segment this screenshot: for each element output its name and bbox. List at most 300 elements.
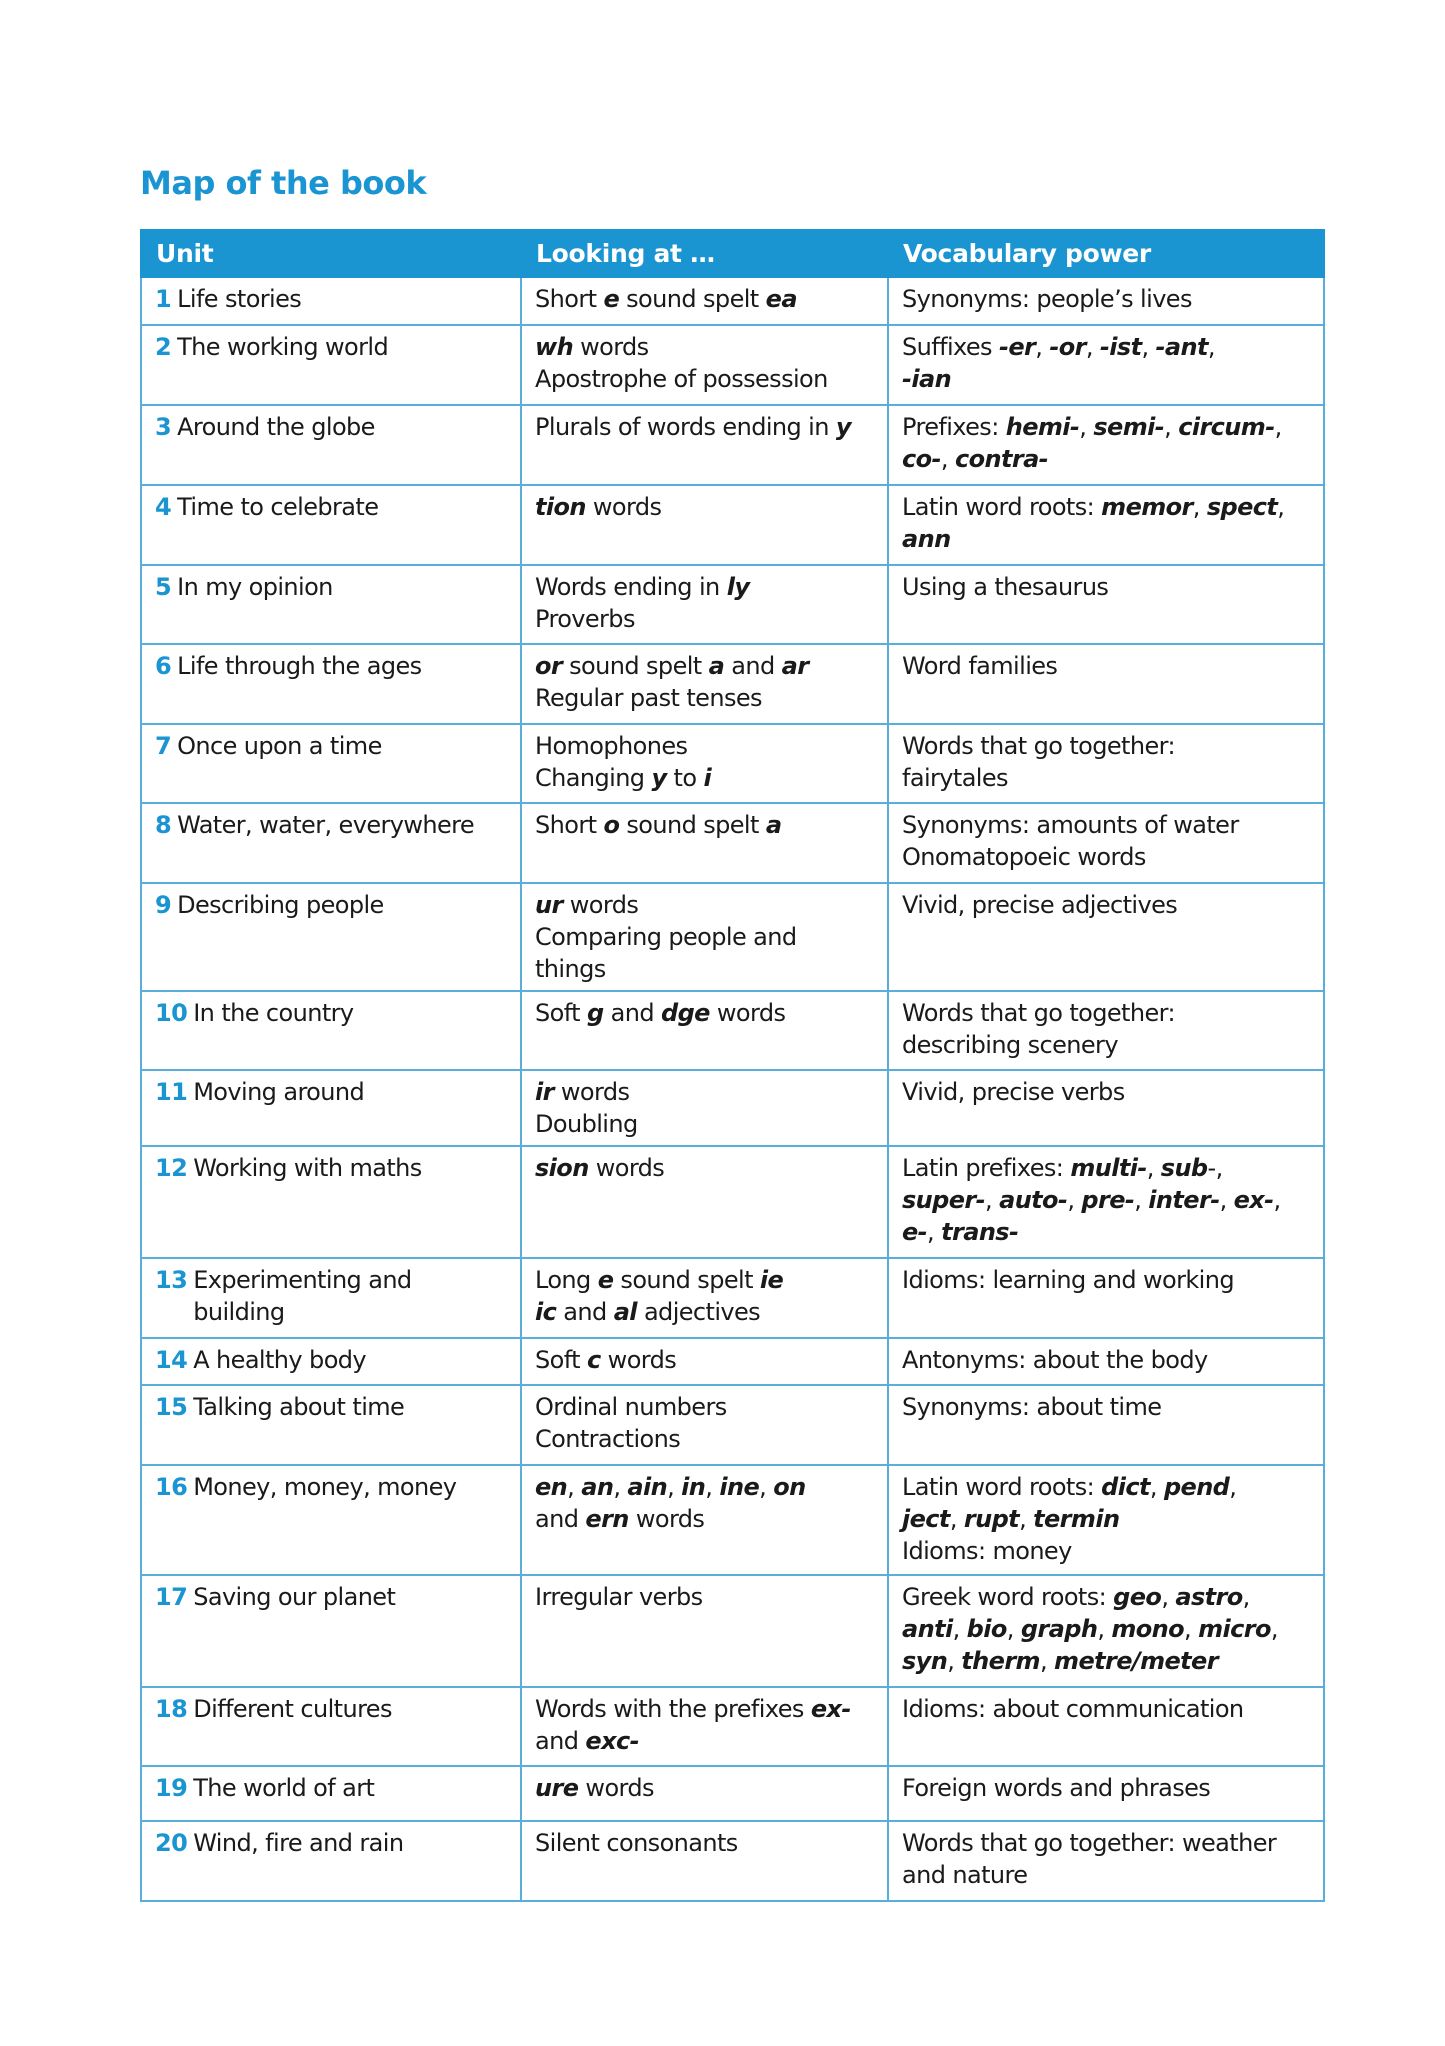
text-segment: Words that go together: — [902, 732, 1175, 760]
vocabulary-power-cell — [888, 1070, 1324, 1146]
text-segment: , — [1192, 493, 1207, 521]
key-term: syn — [902, 1647, 948, 1675]
vocabulary-power-cell — [888, 1821, 1324, 1901]
text-segment: Idioms: learning and working — [902, 1266, 1234, 1294]
text-segment: Words with the prefixes — [535, 1695, 811, 1723]
cell-line — [902, 1216, 1310, 1248]
unit-number: 18 — [155, 1695, 188, 1723]
cell-line — [535, 1264, 874, 1296]
key-term: in — [681, 1473, 706, 1501]
cell-line — [535, 1391, 874, 1423]
text-segment: , — [1039, 1647, 1055, 1675]
key-term: a — [708, 652, 725, 680]
text-segment: and — [535, 1727, 586, 1755]
key-term: ur — [535, 891, 563, 919]
text-segment: words — [600, 1346, 677, 1374]
vocabulary-power-cell — [888, 724, 1324, 803]
table-row — [141, 803, 1324, 883]
text-segment: Irregular verbs — [535, 1583, 703, 1611]
table-row — [141, 1766, 1324, 1821]
text-segment: Ordinal numbers — [535, 1393, 727, 1421]
key-term: ann — [902, 525, 951, 553]
vocabulary-power-cell — [888, 1465, 1324, 1575]
unit-title: Once upon a time — [177, 732, 382, 760]
table-row — [141, 1575, 1324, 1687]
cell-line — [535, 1296, 874, 1328]
vocabulary-power-cell — [888, 1385, 1324, 1465]
text-segment: , — [1184, 1615, 1199, 1643]
key-term: an — [581, 1473, 614, 1501]
key-term: co- — [902, 445, 941, 473]
cell-line — [902, 1029, 1310, 1061]
text-segment: , — [705, 1473, 720, 1501]
cell-line — [535, 1471, 874, 1503]
text-segment: Word families — [902, 652, 1058, 680]
cell-line — [535, 283, 874, 315]
key-term: pend — [1163, 1473, 1230, 1501]
text-segment: Latin prefixes: — [902, 1154, 1071, 1182]
text-segment: fairytales — [902, 764, 1008, 792]
table-body — [141, 277, 1324, 1901]
key-term: ject — [902, 1505, 950, 1533]
text-segment: to — [666, 764, 704, 792]
text-segment: , — [1079, 413, 1094, 441]
table-row — [141, 1146, 1324, 1258]
cell-line — [535, 921, 874, 953]
key-term: or — [535, 652, 563, 680]
text-segment: Idioms: money — [902, 1537, 1072, 1565]
text-segment: , — [1161, 1583, 1176, 1611]
key-term: circum- — [1178, 413, 1275, 441]
looking-at-cell — [521, 1766, 888, 1821]
text-segment: Onomatopoeic words — [902, 843, 1146, 871]
key-term: wh — [535, 333, 574, 361]
unit-number: 17 — [155, 1583, 188, 1611]
cell-line — [902, 1645, 1310, 1677]
key-term: super- — [902, 1186, 986, 1214]
key-term: graph — [1020, 1615, 1098, 1643]
unit-number: 14 — [155, 1346, 188, 1374]
text-segment: , — [1242, 1583, 1250, 1611]
unit-cell-content — [155, 331, 507, 363]
looking-at-cell — [521, 1821, 888, 1901]
text-segment: Long — [535, 1266, 598, 1294]
vocabulary-power-cell — [888, 644, 1324, 724]
cell-line — [535, 331, 874, 363]
text-segment: words — [709, 999, 786, 1027]
text-segment: words — [585, 493, 662, 521]
table-header-row — [141, 230, 1324, 277]
cell-line — [902, 1152, 1310, 1184]
text-segment: Greek word roots: — [902, 1583, 1114, 1611]
unit-cell-content — [155, 571, 507, 603]
cell-line — [902, 889, 1310, 921]
unit-number: 13 — [155, 1266, 188, 1294]
text-segment: Apostrophe of possession — [535, 365, 828, 393]
table-row — [141, 1821, 1324, 1901]
text-segment: Latin word roots: — [902, 493, 1102, 521]
key-term: ain — [627, 1473, 668, 1501]
text-segment: , — [1273, 1186, 1281, 1214]
unit-title: Saving our planet — [193, 1583, 396, 1611]
unit-number: 19 — [155, 1774, 188, 1802]
vocabulary-power-cell — [888, 991, 1324, 1070]
key-term: -ant — [1155, 333, 1208, 361]
cell-line — [902, 363, 1310, 395]
key-term: -ian — [902, 365, 952, 393]
key-term: micro — [1198, 1615, 1271, 1643]
looking-at-cell — [521, 1146, 888, 1258]
key-term: ex- — [810, 1695, 851, 1723]
vocabulary-power-cell — [888, 1766, 1324, 1821]
unit-cell — [141, 325, 521, 405]
vocabulary-power-cell — [888, 277, 1324, 325]
table-row — [141, 1338, 1324, 1385]
unit-cell — [141, 1146, 521, 1258]
unit-title: The world of art — [193, 1774, 375, 1802]
unit-title: In the country — [193, 999, 354, 1027]
unit-cell-content — [155, 1772, 507, 1804]
key-term: g — [587, 999, 604, 1027]
text-segment: describing scenery — [902, 1031, 1118, 1059]
key-term: hemi- — [1005, 413, 1080, 441]
key-term: sion — [535, 1154, 589, 1182]
unit-title: Life through the ages — [177, 652, 422, 680]
cell-line — [535, 363, 874, 395]
looking-at-cell — [521, 1385, 888, 1465]
text-segment: , — [1219, 1186, 1234, 1214]
key-term: on — [773, 1473, 806, 1501]
key-term: e — [603, 285, 620, 313]
text-segment: , — [613, 1473, 628, 1501]
unit-cell — [141, 883, 521, 991]
text-segment: Homophones — [535, 732, 688, 760]
key-term: o — [603, 811, 620, 839]
text-segment: Soft — [535, 1346, 587, 1374]
cell-line — [535, 809, 874, 841]
cell-line — [535, 1423, 874, 1455]
text-segment: Synonyms: about time — [902, 1393, 1162, 1421]
unit-cell — [141, 277, 521, 325]
unit-number: 2 — [155, 333, 172, 361]
unit-cell-content — [155, 1471, 507, 1503]
key-term: ern — [585, 1505, 629, 1533]
text-segment: adjectives — [636, 1298, 761, 1326]
text-segment: , — [1164, 413, 1179, 441]
table-row — [141, 883, 1324, 991]
text-segment: Antonyms: about the body — [902, 1346, 1208, 1374]
cell-line — [902, 1581, 1310, 1613]
cell-line — [902, 1827, 1310, 1859]
key-term: exc- — [585, 1727, 639, 1755]
table-row — [141, 485, 1324, 565]
key-term: memor — [1101, 493, 1193, 521]
table-row — [141, 565, 1324, 644]
looking-at-cell — [521, 991, 888, 1070]
cell-line — [902, 809, 1310, 841]
key-term: c — [587, 1346, 601, 1374]
vocabulary-power-cell — [888, 405, 1324, 485]
unit-cell-content — [155, 283, 507, 315]
key-term: bio — [966, 1615, 1007, 1643]
text-segment: and nature — [902, 1861, 1028, 1889]
looking-at-cell — [521, 1258, 888, 1338]
key-term: ly — [726, 573, 750, 601]
text-segment: words — [562, 891, 639, 919]
text-segment: Changing — [535, 764, 652, 792]
unit-number: 7 — [155, 732, 172, 760]
cell-line — [902, 571, 1310, 603]
text-segment: , — [1134, 1186, 1149, 1214]
cell-line — [535, 889, 874, 921]
text-segment: Vivid, precise verbs — [902, 1078, 1125, 1106]
unit-title: Working with maths — [193, 1154, 422, 1182]
looking-at-cell — [521, 644, 888, 724]
vocabulary-power-cell — [888, 1258, 1324, 1338]
unit-number: 9 — [155, 891, 172, 919]
key-term: y — [835, 413, 851, 441]
text-segment: and — [556, 1298, 614, 1326]
key-term: multi- — [1070, 1154, 1147, 1182]
text-segment: , — [1277, 493, 1285, 521]
looking-at-cell — [521, 803, 888, 883]
text-segment: Words ending in — [535, 573, 727, 601]
key-term: ex- — [1233, 1186, 1274, 1214]
cell-line — [535, 1772, 874, 1804]
unit-title: Life stories — [177, 285, 302, 313]
unit-title: A healthy body — [193, 1346, 367, 1374]
key-term: i — [703, 764, 712, 792]
text-segment: , — [985, 1186, 1000, 1214]
column-header-looking-at: Looking at … — [521, 230, 888, 277]
text-segment: , — [1035, 333, 1050, 361]
cell-line — [902, 1184, 1310, 1216]
text-segment: words — [628, 1505, 705, 1533]
text-segment: Foreign words and phrases — [902, 1774, 1211, 1802]
looking-at-cell — [521, 1687, 888, 1766]
key-term: ir — [535, 1078, 554, 1106]
table-row — [141, 325, 1324, 405]
unit-cell — [141, 1258, 521, 1338]
table-row — [141, 1258, 1324, 1338]
unit-cell — [141, 1821, 521, 1901]
key-term: rupt — [963, 1505, 1020, 1533]
vocabulary-power-cell — [888, 803, 1324, 883]
key-term: trans- — [941, 1218, 1019, 1246]
table-row — [141, 1687, 1324, 1766]
text-segment: and — [724, 652, 782, 680]
text-segment: things — [535, 955, 606, 983]
text-segment: sound spelt — [613, 1266, 760, 1294]
cell-line — [902, 762, 1310, 794]
text-segment: sound spelt — [619, 811, 766, 839]
cell-line — [535, 603, 874, 635]
unit-title: Talking about time — [193, 1393, 405, 1421]
vocabulary-power-cell — [888, 325, 1324, 405]
text-segment: and — [535, 1505, 586, 1533]
cell-line — [535, 491, 874, 523]
unit-number: 8 — [155, 811, 172, 839]
key-term: ic — [535, 1298, 557, 1326]
cell-line — [535, 730, 874, 762]
text-segment: Soft — [535, 999, 587, 1027]
cell-line — [535, 571, 874, 603]
key-term: spect — [1206, 493, 1278, 521]
vocabulary-power-cell — [888, 1338, 1324, 1385]
cell-line — [535, 953, 874, 985]
text-segment: Latin word roots: — [902, 1473, 1102, 1501]
key-term: tion — [535, 493, 586, 521]
unit-cell-content — [155, 1391, 507, 1423]
text-segment: Plurals of words ending in — [535, 413, 836, 441]
cell-line — [535, 650, 874, 682]
vocabulary-power-cell — [888, 1146, 1324, 1258]
unit-number: 3 — [155, 413, 172, 441]
cell-line — [535, 1693, 874, 1725]
key-term: inter- — [1148, 1186, 1220, 1214]
key-term: e — [597, 1266, 614, 1294]
unit-cell — [141, 565, 521, 644]
unit-number: 5 — [155, 573, 172, 601]
cell-line — [535, 1503, 874, 1535]
text-segment: words — [553, 1078, 630, 1106]
cell-line — [902, 491, 1310, 523]
text-segment: and — [603, 999, 662, 1027]
cell-line — [902, 1693, 1310, 1725]
looking-at-cell — [521, 1070, 888, 1146]
text-segment: , — [1006, 1615, 1021, 1643]
looking-at-cell — [521, 325, 888, 405]
key-term: dge — [661, 999, 710, 1027]
text-segment: sound spelt — [562, 652, 709, 680]
cell-line — [902, 331, 1310, 363]
text-segment: Synonyms: people’s lives — [902, 285, 1192, 313]
column-header-unit: Unit — [141, 230, 521, 277]
cell-line — [902, 1535, 1310, 1567]
cell-line — [902, 1503, 1310, 1535]
text-segment: -, — [1207, 1154, 1223, 1182]
unit-number: 12 — [155, 1154, 188, 1182]
unit-cell — [141, 803, 521, 883]
looking-at-cell — [521, 883, 888, 991]
cell-line — [902, 650, 1310, 682]
unit-cell-content — [155, 1264, 507, 1328]
table-row — [141, 1070, 1324, 1146]
unit-cell — [141, 724, 521, 803]
key-term: ar — [781, 652, 809, 680]
text-segment: , — [947, 1647, 962, 1675]
text-segment: Comparing people and — [535, 923, 797, 951]
text-segment: Words that go together: weather — [902, 1829, 1277, 1857]
unit-title: Around the globe — [177, 413, 375, 441]
looking-at-cell — [521, 485, 888, 565]
cell-line — [902, 1471, 1310, 1503]
text-segment: , — [1146, 1154, 1161, 1182]
table-row — [141, 405, 1324, 485]
looking-at-cell — [521, 405, 888, 485]
key-term: ine — [719, 1473, 760, 1501]
unit-cell-content — [155, 650, 507, 682]
cell-line — [535, 1725, 874, 1757]
key-term: -or — [1049, 333, 1086, 361]
vocabulary-power-cell — [888, 1575, 1324, 1687]
text-segment: , — [1274, 413, 1282, 441]
text-segment: , — [1085, 333, 1100, 361]
unit-cell-content — [155, 1344, 507, 1376]
unit-title: Experimenting and building — [193, 1266, 412, 1326]
unit-cell — [141, 1575, 521, 1687]
cell-line — [535, 1076, 874, 1108]
unit-cell — [141, 991, 521, 1070]
text-segment: Prefixes: — [902, 413, 1006, 441]
cell-line — [902, 1772, 1310, 1804]
unit-number: 1 — [155, 285, 172, 313]
unit-cell-content — [155, 411, 507, 443]
cell-line — [902, 523, 1310, 555]
cell-line — [902, 1076, 1310, 1108]
unit-title: Describing people — [177, 891, 384, 919]
page-title: Map of the book — [140, 164, 427, 202]
vocabulary-power-cell — [888, 883, 1324, 991]
unit-number: 10 — [155, 999, 188, 1027]
key-term: metre/meter — [1054, 1647, 1218, 1675]
unit-cell — [141, 1687, 521, 1766]
unit-cell-content — [155, 1076, 507, 1108]
key-term: en — [535, 1473, 568, 1501]
key-term: astro — [1175, 1583, 1243, 1611]
cell-line — [902, 443, 1310, 475]
text-segment: words — [573, 333, 649, 361]
looking-at-cell — [521, 1575, 888, 1687]
cell-line — [902, 1859, 1310, 1891]
text-segment: , — [1141, 333, 1156, 361]
text-segment: , — [1270, 1615, 1278, 1643]
cell-line — [535, 411, 874, 443]
unit-cell — [141, 644, 521, 724]
unit-number: 4 — [155, 493, 172, 521]
cell-line — [902, 1613, 1310, 1645]
text-segment: , — [952, 1615, 967, 1643]
text-segment: Regular past tenses — [535, 684, 762, 712]
key-term: sub — [1160, 1154, 1208, 1182]
key-term: contra- — [954, 445, 1049, 473]
text-segment: words — [578, 1774, 654, 1802]
unit-cell-content — [155, 809, 507, 841]
text-segment: , — [1229, 1473, 1237, 1501]
looking-at-cell — [521, 565, 888, 644]
unit-cell — [141, 1766, 521, 1821]
text-segment: Short — [535, 285, 604, 313]
table-row — [141, 724, 1324, 803]
unit-title: Wind, fire and rain — [193, 1829, 404, 1857]
looking-at-cell — [521, 1465, 888, 1575]
key-term: y — [651, 764, 667, 792]
text-segment: , — [927, 1218, 942, 1246]
key-term: anti — [902, 1615, 953, 1643]
unit-cell-content — [155, 997, 507, 1029]
unit-cell — [141, 1338, 521, 1385]
text-segment: Doubling — [535, 1110, 638, 1138]
vocabulary-power-cell — [888, 1687, 1324, 1766]
text-segment: Short — [535, 811, 604, 839]
text-segment: Contractions — [535, 1425, 681, 1453]
cell-line — [535, 1152, 874, 1184]
unit-cell — [141, 485, 521, 565]
vocabulary-power-cell — [888, 565, 1324, 644]
cell-line — [535, 1108, 874, 1140]
vocabulary-power-cell — [888, 485, 1324, 565]
unit-title: Water, water, everywhere — [177, 811, 475, 839]
